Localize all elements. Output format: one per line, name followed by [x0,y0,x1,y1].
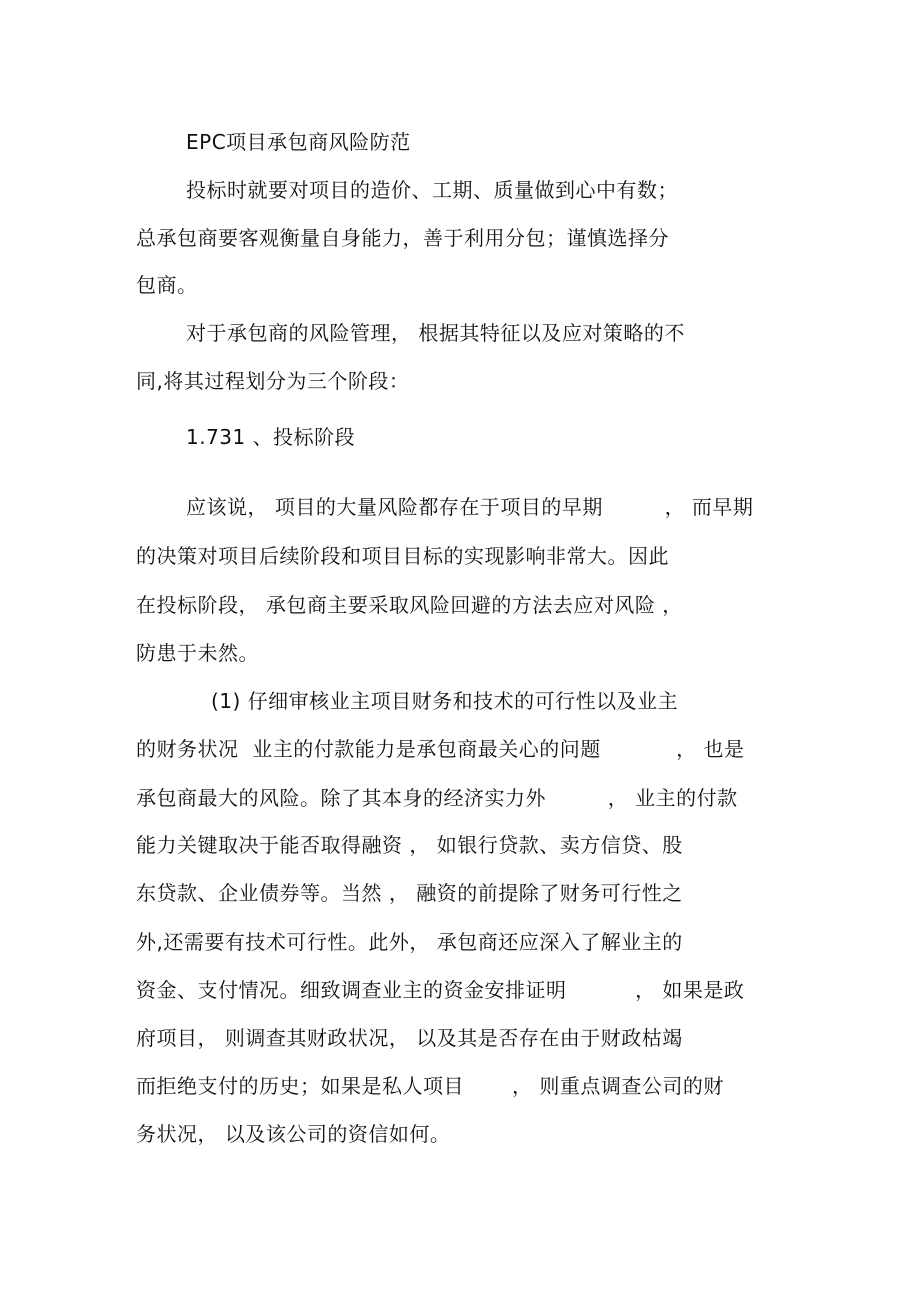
paragraph-2-line-1: 对于承包商的风险管理， 根据其特征以及应对策略的不 [186,321,685,345]
paragraph-3-line-1: 应该说， 项目的大量风险都存在于项目的早期 ， 而早期 [186,495,754,519]
paragraph-4-line-4: 能力关键取决于能否取得融资 ， 如银行贷款、卖方信贷、股 [136,833,683,857]
paragraph-3-line-3: 在投标阶段， 承包商主要采取风险回避的方法去应对风险 ， [136,593,683,617]
paragraph-4-line-2: 的财务状况 业主的付款能力是承包商最关心的问题 ， 也是 [136,737,745,761]
paragraph-4-line-10: 务状况， 以及该公司的资信如何。 [136,1122,451,1146]
paragraph-4-line-7: 资金、支付情况。细致调查业主的资金安排证明 ， 如果是政 [136,978,745,1002]
paragraph-1-line-2: 总承包商要客观衡量自身能力，善于利用分包；谨慎选择分 [136,226,669,250]
paragraph-2-line-2: 同,将其过程划分为三个阶段： [136,369,410,393]
paragraph-4-line-5: 东贷款、企业债券等。当然 ， 融资的前提除了财务可行性之 [136,881,683,905]
paragraph-4-line-9: 而拒绝支付的历史；如果是私人项目 ， 则重点调查公司的财 [136,1074,724,1098]
paragraph-4-line-6: 外,还需要有技术可行性。此外， 承包商还应深入了解业主的 [136,930,683,954]
paragraph-1-line-3: 包商。 [136,273,198,297]
paragraph-4-line-8: 府项目， 则调查其财政状况， 以及其是否存在由于财政枯竭 [136,1026,683,1050]
document-title: EPC项目承包商风险防范 [186,130,411,154]
section-heading: 1.731 、投标阶段 [186,425,356,449]
paragraph-4-line-1: (1) 仔细审核业主项目财务和技术的可行性以及业主 [211,689,679,713]
paragraph-4-line-3: 承包商最大的风险。除了其本身的经济实力外 ， 业主的付款 [136,786,738,810]
paragraph-3-line-2: 的决策对项目后续阶段和项目目标的实现影响非常大。因此 [136,544,669,568]
paragraph-3-line-4: 防患于未然。 [136,641,259,665]
paragraph-1-line-1: 投标时就要对项目的造价、工期、质量做到心中有数； [186,178,678,202]
